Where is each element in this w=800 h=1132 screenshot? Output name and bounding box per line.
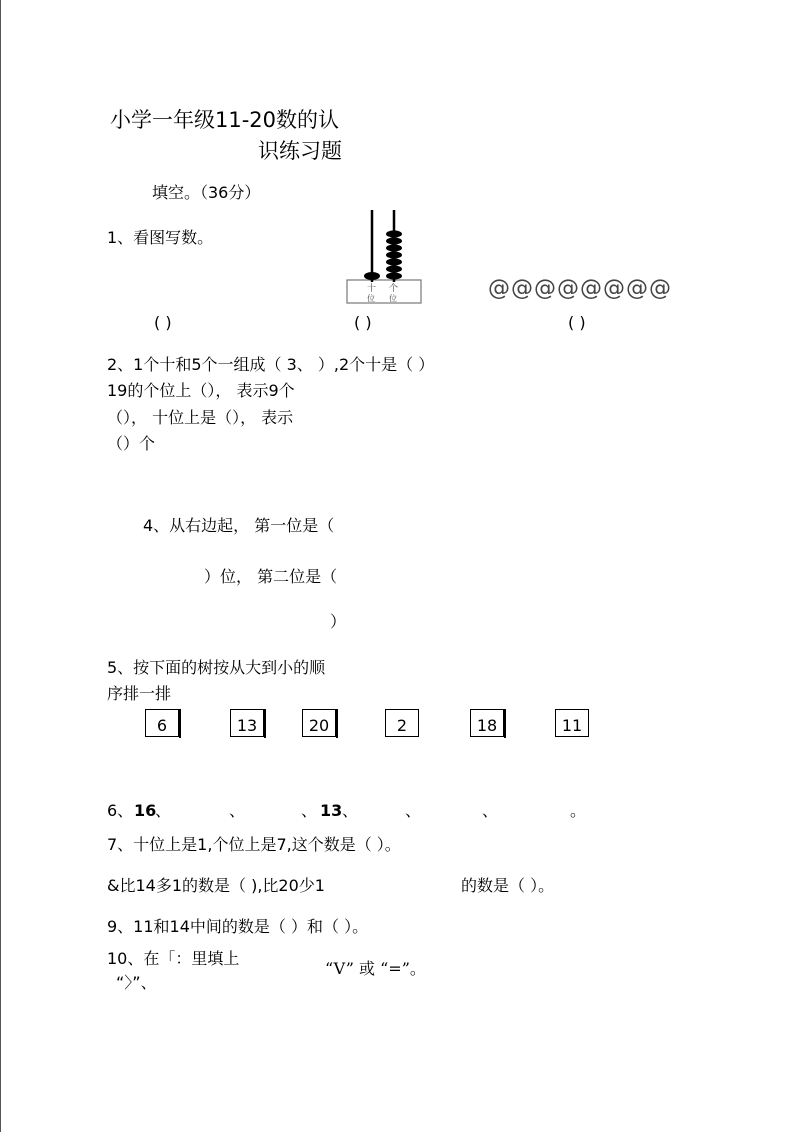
abacus-image [346, 208, 422, 304]
q4-line3: ） [330, 612, 347, 631]
q6-first-number: 16 [134, 801, 157, 820]
q6-separator: 、 [301, 801, 318, 820]
number-box-value: 13 [236, 716, 258, 735]
q2-line4: （）个 [107, 434, 156, 453]
q5-line2: 序排一排 [107, 684, 172, 703]
page-left-border [0, 0, 1, 1132]
q1-answer-blank-3: ( ) [568, 313, 586, 332]
q1-answer-blank-1: ( ) [154, 313, 172, 332]
q4-line2: ）位， 第二位是（ [204, 567, 338, 586]
q4-line1: 4、从右边起， 第一位是（ [143, 516, 335, 535]
abacus-bead-ones [386, 258, 402, 265]
number-box [385, 709, 419, 737]
number-box-value: 2 [396, 716, 408, 735]
abacus-bead-ones [386, 244, 402, 251]
worksheet-title-line1: 小学一年级11-20数的认 [110, 108, 340, 132]
q6-separator: 、 [342, 801, 359, 820]
q6-label: 6、 [107, 801, 134, 820]
number-box-value: 11 [561, 716, 583, 735]
worksheet-title-line2: 识练习题 [258, 139, 342, 163]
q6-end-mark: 。 [570, 801, 587, 820]
q6-middle-number: 13 [320, 801, 343, 820]
number-box [145, 709, 179, 737]
q1-prompt: 1、看图写数。 [107, 228, 214, 247]
q8-part1: &比14多1的数是（ ),比20少1 [107, 876, 325, 895]
q2-line3: （）， 十位上是（）， 表示 [107, 408, 294, 427]
q5-line1: 5、按下面的树按从大到小的顺 [107, 658, 326, 677]
abacus-bead-ones [386, 251, 402, 258]
abacus-frame [347, 280, 421, 303]
q9-text: 9、11和14中间的数是（ ）和（ ）。 [107, 917, 369, 936]
q1-answer-blank-2: ( ) [354, 313, 372, 332]
abacus-bead-ones [386, 272, 402, 279]
number-box-value: 20 [308, 716, 330, 735]
abacus-bead-ones [386, 237, 402, 244]
q10-line1: 10、在「：里填上 [107, 949, 240, 968]
abacus-label-ones-sub: 位 [389, 294, 397, 303]
abacus-bead-tens [364, 272, 380, 280]
section-heading: 填空。（36分） [152, 183, 261, 202]
q7-text: 7、十位上是1,个位上是7,这个数是（ ）。 [107, 835, 401, 854]
q6-separator: 、 [405, 801, 422, 820]
number-box [470, 709, 504, 737]
abacus-label-tens-sub: 位 [367, 294, 375, 303]
q10-line2: “〉”、 [116, 973, 157, 992]
number-box-value: 18 [476, 716, 498, 735]
abacus-bead-ones [386, 265, 402, 272]
number-box [302, 709, 336, 737]
number-box [555, 709, 589, 737]
q6-separator: 、 [155, 801, 172, 820]
number-box [230, 709, 264, 737]
q1-symbol-row: @@@@@@@@ [488, 276, 672, 301]
abacus-bead-ones [386, 230, 402, 237]
q8-part2: 的数是（ ）。 [461, 876, 555, 895]
q10-symbols: “V” 或 “=”。 [325, 959, 426, 978]
number-box-value: 6 [156, 716, 168, 735]
q6-separator: 、 [229, 801, 246, 820]
abacus-label-tens: 十 [367, 284, 377, 294]
q6-separator: 、 [482, 801, 499, 820]
q2-line1: 2、1个十和5个一组成（ 3、 ）,2个十是（ ） [107, 355, 435, 374]
q2-line2: 19的个位上（）， 表示9个 [107, 381, 295, 400]
abacus-label-ones: 个 [389, 284, 399, 294]
